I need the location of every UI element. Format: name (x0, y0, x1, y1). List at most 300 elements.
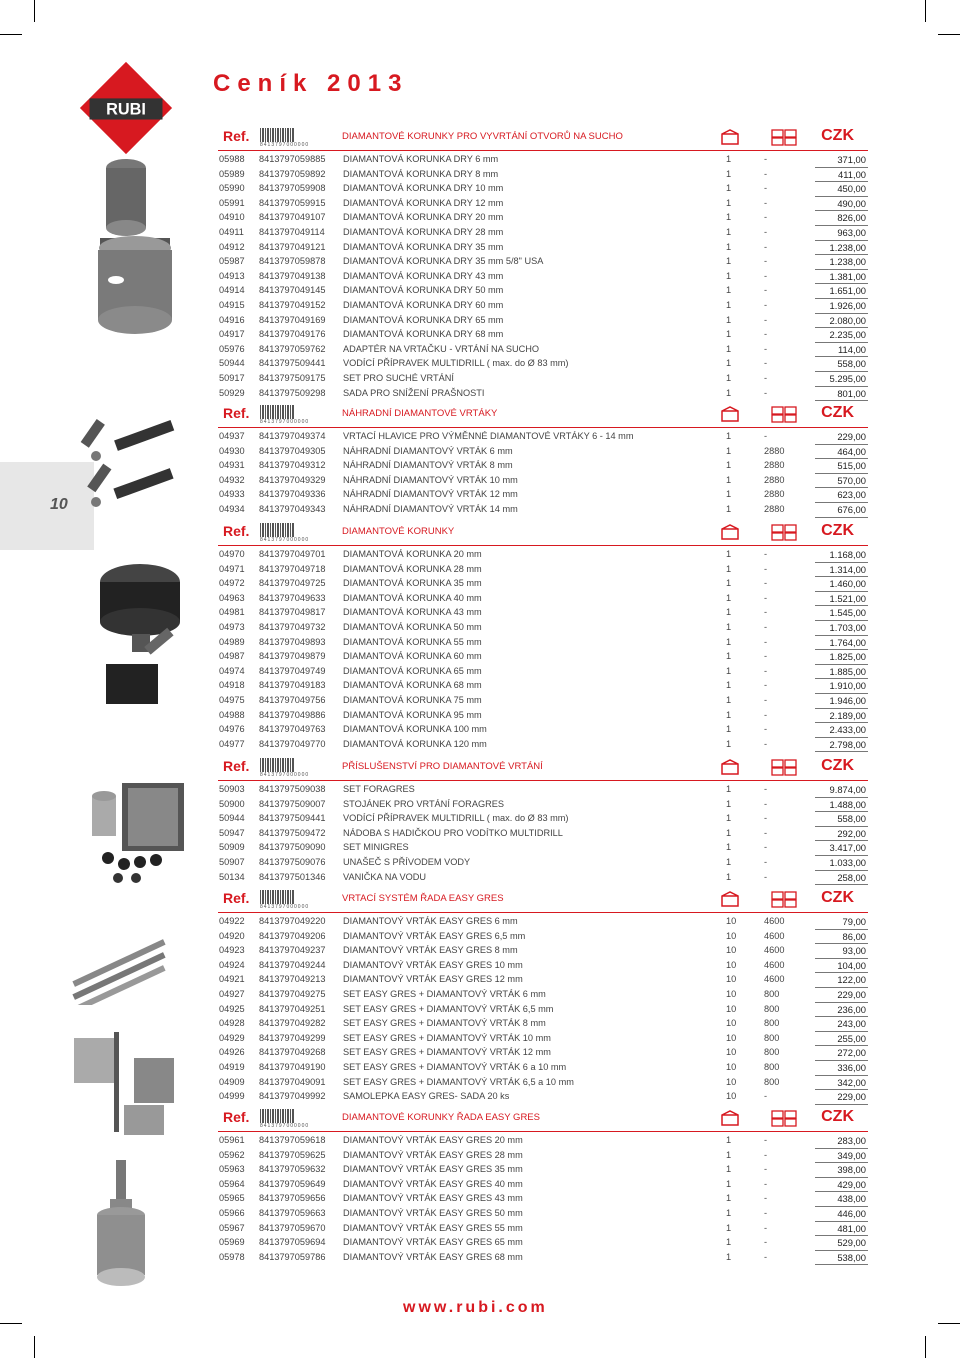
ean-code: 8413797049756 (259, 694, 326, 705)
pack-quantity: 10 (726, 1091, 737, 1102)
table-row (218, 445, 868, 460)
ean-code: 8413797509472 (259, 827, 326, 838)
price: 104,00 (837, 959, 866, 971)
pallet-quantity: - (764, 154, 768, 164)
table-row (218, 723, 868, 738)
pallet-boxes-icon (771, 523, 797, 541)
ref-code: 04970 (219, 549, 245, 559)
pack-quantity: 10 (726, 1076, 737, 1087)
ref-code: 05991 (219, 197, 245, 208)
table-row (218, 1236, 868, 1251)
barcode-number: 8413797000000 (260, 904, 310, 910)
ref-label: Ref. (223, 890, 250, 906)
price: 1.651,00 (829, 285, 866, 297)
pallet-quantity: - (764, 607, 768, 618)
price-underline (815, 1033, 868, 1047)
price: 411,00 (838, 168, 866, 180)
table-row (218, 798, 868, 813)
easy-gres-bits-illustration (64, 925, 184, 1005)
product-description: DIAMANTOVÝ VRTÁK EASY GRES 12 mm (343, 974, 523, 985)
pallet-quantity: - (764, 1251, 768, 1262)
section-header (218, 1107, 868, 1132)
currency-label: CZK (821, 1108, 854, 1125)
product-description: DIAMANTOVÁ KORUNKA 68 mm (343, 680, 482, 691)
price: 1.460,00 (829, 578, 866, 590)
pack-quantity: 1 (726, 549, 732, 559)
pallet-quantity: - (764, 183, 768, 194)
price: 2.189,00 (829, 709, 866, 721)
pack-quantity: 1 (726, 270, 732, 281)
pack-quantity: 1 (726, 798, 732, 809)
easy-gres-crown-illustration (82, 1155, 162, 1305)
table-row (218, 488, 868, 503)
crop-mark (34, 0, 35, 22)
price-underline (815, 1193, 868, 1207)
ean-code: 8413797509007 (259, 798, 326, 809)
product-description: NÁHRADNÍ DIAMANTOVÝ VRTÁK 10 mm (343, 474, 518, 485)
table-row (218, 827, 868, 842)
price: 79,00 (842, 916, 866, 927)
price-underline (815, 799, 868, 813)
price: 236,00 (837, 1003, 866, 1015)
product-description: DIAMANTOVÁ KORUNKA DRY 68 mm (343, 329, 504, 340)
price: 1.926,00 (829, 299, 866, 311)
table-row (218, 679, 868, 694)
price: 122,00 (837, 974, 866, 986)
pack-quantity: 10 (726, 1032, 737, 1043)
pack-quantity: 1 (726, 314, 732, 325)
pack-quantity: 10 (726, 959, 737, 970)
table-row (218, 197, 868, 212)
table-row (218, 168, 868, 183)
product-description: DIAMANTOVÁ KORUNKA DRY 43 mm (343, 270, 504, 281)
ref-code: 05989 (219, 168, 245, 179)
product-description: NÁDOBA S HADIČKOU PRO VODÍTKO MULTIDRILL (343, 827, 563, 838)
ean-code: 8413797059878 (259, 256, 326, 267)
price: 371,00 (837, 154, 866, 165)
ean-code: 8413797049336 (259, 489, 326, 500)
ean-code: 8413797509090 (259, 842, 326, 853)
ref-code: 04916 (219, 314, 245, 325)
ean-code: 8413797059632 (259, 1164, 326, 1175)
price-underline (815, 1077, 868, 1091)
product-description: SET EASY GRES + DIAMANTOVÝ VRTÁK 6,5 a 10 mm (343, 1076, 574, 1087)
pallet-quantity: - (764, 680, 768, 691)
price: 342,00 (837, 1076, 866, 1088)
ean-code: 8413797049114 (259, 226, 325, 237)
ref-code: 04923 (219, 945, 245, 956)
pack-quantity: 1 (726, 431, 732, 441)
ean-code: 8413797509038 (259, 784, 326, 794)
price-underline (815, 315, 868, 329)
table-row (218, 503, 868, 518)
product-description: DIAMANTOVÝ VRTÁK EASY GRES 6 mm (343, 916, 518, 926)
price-table (218, 548, 868, 752)
pallet-quantity: 4600 (764, 916, 785, 926)
currency-label: CZK (821, 127, 854, 144)
product-description: SET EASY GRES + DIAMANTOVÝ VRTÁK 8 mm (343, 1018, 546, 1029)
pack-quantity: 1 (726, 592, 732, 603)
product-description: VANIČKA NA VODU (343, 871, 427, 882)
price-underline (815, 549, 868, 563)
footer-url: www.rubi.com (403, 1299, 548, 1316)
ref-code: 05965 (219, 1193, 245, 1204)
price: 283,00 (837, 1135, 866, 1146)
ref-code: 50134 (219, 871, 245, 882)
price-underline (815, 1252, 868, 1266)
section-title: DIAMANTOVÉ KORUNKY PRO VYVRTÁNÍ OTVORŮ NA SUCHO (342, 131, 623, 142)
ref-label: Ref. (223, 758, 250, 774)
pallet-quantity: 4600 (764, 945, 785, 956)
pack-quantity: 1 (726, 1222, 732, 1233)
price: 398,00 (837, 1164, 866, 1176)
product-description: SET EASY GRES + DIAMANTOVÝ VRTÁK 6,5 mm (343, 1003, 554, 1014)
ean-code: 8413797049763 (259, 724, 326, 735)
pack-quantity: 1 (726, 680, 732, 691)
price-underline (815, 813, 868, 827)
price: 464,00 (837, 445, 866, 457)
section-header (218, 126, 868, 151)
pallet-quantity: - (764, 549, 768, 559)
price: 676,00 (837, 503, 866, 515)
pack-quantity: 10 (726, 974, 737, 985)
section-header (218, 521, 868, 546)
product-description: DIAMANTOVÁ KORUNKA 55 mm (343, 636, 482, 647)
price-underline (815, 916, 868, 930)
ref-code: 04989 (219, 636, 245, 647)
price-table (218, 153, 868, 401)
product-description: NÁHRADNÍ DIAMANTOVÝ VRTÁK 8 mm (343, 460, 513, 471)
product-description: DIAMANTOVÁ KORUNKA DRY 65 mm (343, 314, 504, 325)
price-underline (815, 198, 868, 212)
price: 1.703,00 (829, 621, 866, 633)
table-row (218, 856, 868, 871)
pallet-quantity: - (764, 299, 768, 310)
price-underline (815, 651, 868, 665)
table-row (218, 1061, 868, 1076)
ean-code: 8413797059908 (259, 183, 326, 194)
pack-quantity: 10 (726, 1003, 737, 1014)
ref-code: 04933 (219, 489, 245, 500)
pack-quantity: 1 (726, 694, 732, 705)
pack-quantity: 1 (726, 827, 732, 838)
price-table (218, 430, 868, 518)
pack-quantity: 10 (726, 988, 737, 999)
product-description: DIAMANTOVÝ VRTÁK EASY GRES 55 mm (343, 1222, 523, 1233)
price: 229,00 (837, 1091, 866, 1103)
ref-code: 04974 (219, 665, 245, 676)
price: 1.521,00 (829, 592, 866, 604)
pack-quantity: 1 (726, 813, 732, 824)
product-description: SET MINIGRES (343, 842, 409, 853)
ref-code: 04932 (219, 474, 245, 485)
ref-code: 04981 (219, 607, 245, 618)
table-row (218, 226, 868, 241)
product-description: NÁHRADNÍ DIAMANTOVÝ VRTÁK 6 mm (343, 445, 513, 456)
product-description: SET EASY GRES + DIAMANTOVÝ VRTÁK 10 mm (343, 1032, 551, 1043)
price-underline (815, 1223, 868, 1237)
pallet-boxes-icon (771, 1109, 797, 1127)
ean-code: 8413797049176 (259, 329, 326, 340)
table-row (218, 182, 868, 197)
price-underline (815, 242, 868, 256)
pack-quantity: 1 (726, 197, 732, 208)
price-underline (815, 1179, 868, 1193)
price-underline (815, 1062, 868, 1076)
table-row (218, 988, 868, 1003)
ref-code: 05990 (219, 183, 245, 194)
ean-code: 8413797059786 (259, 1251, 326, 1262)
price-underline (815, 666, 868, 680)
currency-label: CZK (821, 757, 854, 774)
ref-code: 04973 (219, 621, 245, 632)
price-table (218, 783, 868, 885)
price: 114,00 (838, 343, 866, 355)
ean-code: 8413797509298 (259, 387, 326, 398)
product-description: DIAMANTOVÁ KORUNKA DRY 28 mm (343, 226, 504, 237)
table-row (218, 812, 868, 827)
pack-quantity: 1 (726, 1193, 732, 1204)
table-row (218, 563, 868, 578)
price: 1.825,00 (829, 651, 866, 663)
table-row (218, 357, 868, 372)
pallet-quantity: 4600 (764, 930, 785, 941)
product-description: DIAMANTOVÁ KORUNKA DRY 60 mm (343, 299, 504, 310)
ean-code: 8413797049749 (259, 665, 326, 676)
pack-quantity: 1 (726, 241, 732, 252)
ean-code: 8413797059656 (259, 1193, 326, 1204)
pallet-boxes-icon (771, 405, 797, 423)
ref-code: 04927 (219, 988, 245, 999)
price: 1.885,00 (829, 665, 866, 677)
dry-core-bit-illustration (86, 150, 186, 340)
pallet-quantity: - (764, 1222, 768, 1233)
price-underline (815, 460, 868, 474)
page-number: 10 (50, 496, 68, 513)
crop-mark (925, 0, 926, 22)
ref-code: 05963 (219, 1164, 245, 1175)
product-description: DIAMANTOVÁ KORUNKA 65 mm (343, 665, 482, 676)
core-bit-illustration (92, 552, 192, 712)
pack-quantity: 10 (726, 916, 737, 926)
table-row (218, 1178, 868, 1193)
product-description: SAMOLEPKA EASY GRES- SADA 20 ks (343, 1091, 510, 1102)
ref-code: 50947 (219, 827, 245, 838)
ean-code: 8413797049343 (259, 503, 326, 514)
price: 1.488,00 (829, 798, 866, 810)
price: 558,00 (837, 358, 866, 370)
pack-quantity: 1 (726, 154, 732, 164)
price-underline (815, 183, 868, 197)
ean-code: 8413797049237 (259, 945, 326, 956)
price-underline (815, 344, 868, 358)
pack-quantity: 1 (726, 285, 732, 296)
package-box-icon (720, 405, 740, 423)
pallet-quantity: 2880 (764, 445, 785, 456)
section-dry-core-bits (218, 126, 868, 401)
price-underline (815, 475, 868, 489)
ean-code: 8413797049817 (259, 607, 326, 618)
product-description: SET FORAGRES (343, 784, 415, 794)
price-underline (815, 784, 868, 798)
table-row (218, 1222, 868, 1237)
pack-quantity: 1 (726, 372, 732, 383)
section-title: DIAMANTOVÉ KORUNKY ŘADA EASY GRES (342, 1112, 540, 1123)
ref-code: 04918 (219, 680, 245, 691)
ref-code: 05962 (219, 1149, 245, 1160)
price-underline (815, 154, 868, 168)
ref-code: 04920 (219, 930, 245, 941)
product-description: DIAMANTOVÁ KORUNKA 35 mm (343, 578, 482, 589)
price: 529,00 (837, 1237, 866, 1249)
table-row (218, 694, 868, 709)
pallet-quantity: 4600 (764, 974, 785, 985)
crop-mark (34, 1336, 35, 1358)
ean-code: 8413797059618 (259, 1135, 326, 1145)
price: 255,00 (837, 1032, 866, 1044)
pack-quantity: 1 (726, 724, 732, 735)
barcode-icon (260, 758, 294, 772)
table-row (218, 314, 868, 329)
barcode-number: 8413797000000 (260, 1123, 310, 1129)
pack-quantity: 1 (726, 784, 732, 794)
pallet-quantity: - (764, 842, 768, 853)
pack-quantity: 1 (726, 1237, 732, 1248)
table-row (218, 738, 868, 753)
price-underline (815, 695, 868, 709)
table-row (218, 709, 868, 724)
product-description: DIAMANTOVÁ KORUNKA 60 mm (343, 651, 482, 662)
product-description: DIAMANTOVÁ KORUNKA DRY 35 mm (343, 241, 504, 252)
product-description: SET PRO SUCHÉ VRTÁNÍ (343, 372, 454, 383)
table-row (218, 284, 868, 299)
pallet-quantity: - (764, 592, 768, 603)
pallet-boxes-icon (771, 128, 797, 146)
price-underline (815, 989, 868, 1003)
price-underline (815, 842, 868, 856)
crop-mark (0, 1323, 22, 1324)
logo-text: RUBI (106, 100, 146, 119)
price-underline (815, 212, 868, 226)
section-title: DIAMANTOVÉ KORUNKY (342, 526, 455, 537)
pallet-quantity: - (764, 798, 768, 809)
price: 538,00 (837, 1251, 866, 1263)
ref-code: 04926 (219, 1047, 245, 1058)
ean-code: 8413797049121 (259, 241, 326, 252)
ean-code: 8413797059625 (259, 1149, 326, 1160)
ref-code: 04925 (219, 1003, 245, 1014)
table-row (218, 930, 868, 945)
price: 429,00 (837, 1178, 866, 1190)
price: 2.433,00 (829, 724, 866, 736)
price: 5.295,00 (829, 372, 866, 384)
pack-quantity: 1 (726, 651, 732, 662)
price: 481,00 (837, 1222, 866, 1234)
table-row (218, 944, 868, 959)
package-box-icon (720, 758, 740, 776)
section-header (218, 888, 868, 913)
product-description: DIAMANTOVÁ KORUNKA 43 mm (343, 607, 482, 618)
ean-code: 8413797049886 (259, 709, 326, 720)
ean-code: 8413797049282 (259, 1018, 326, 1029)
table-row (218, 1149, 868, 1164)
ref-label: Ref. (223, 1109, 250, 1125)
price: 801,00 (837, 387, 866, 399)
barcode-icon (260, 128, 294, 142)
price-underline (815, 945, 868, 959)
price-underline (815, 300, 868, 314)
ean-code: 8413797049879 (259, 651, 326, 662)
pack-quantity: 10 (726, 1061, 737, 1072)
pallet-quantity: - (764, 1178, 768, 1189)
product-description: DIAMANTOVÁ KORUNKA DRY 20 mm (343, 212, 504, 223)
ref-code: 04976 (219, 724, 245, 735)
price: 623,00 (837, 489, 866, 501)
ean-code: 8413797049992 (259, 1091, 326, 1102)
pack-quantity: 1 (726, 183, 732, 194)
table-row (218, 1090, 868, 1105)
price: 1.946,00 (829, 694, 866, 706)
price: 558,00 (837, 813, 866, 825)
ref-code: 04975 (219, 694, 245, 705)
pack-quantity: 1 (726, 474, 732, 485)
ref-code: 04931 (219, 460, 245, 471)
barcode-icon (260, 890, 294, 904)
pack-quantity: 1 (726, 387, 732, 398)
product-description: DIAMANTOVÁ KORUNKA DRY 6 mm (343, 154, 499, 164)
pallet-quantity: - (764, 270, 768, 281)
pallet-quantity: - (764, 738, 768, 749)
product-description: DIAMANTOVÝ VRTÁK EASY GRES 8 mm (343, 945, 518, 956)
price-underline (815, 489, 868, 503)
pack-quantity: 1 (726, 445, 732, 456)
pallet-quantity: - (764, 1237, 768, 1248)
pallet-quantity: - (764, 1164, 768, 1175)
table-row (218, 841, 868, 856)
ean-code: 8413797049213 (259, 974, 326, 985)
pack-quantity: 1 (726, 621, 732, 632)
pack-quantity: 1 (726, 1149, 732, 1160)
ean-code: 8413797049732 (259, 621, 326, 632)
product-description: NÁHRADNÍ DIAMANTOVÝ VRTÁK 12 mm (343, 489, 518, 500)
price: 1.238,00 (829, 241, 866, 253)
pallet-quantity: - (764, 372, 768, 383)
price: 3.417,00 (829, 842, 866, 854)
ean-code: 8413797049091 (259, 1076, 326, 1087)
pallet-quantity: - (764, 827, 768, 838)
ean-code: 8413797501346 (259, 871, 326, 882)
table-row (218, 592, 868, 607)
ean-code: 8413797049299 (259, 1032, 326, 1043)
product-description: STOJÁNEK PRO VRTÁNÍ FORAGRES (343, 798, 504, 809)
ref-code: 50909 (219, 842, 245, 853)
product-description: DIAMANTOVÁ KORUNKA 40 mm (343, 592, 482, 603)
ean-code: 8413797049268 (259, 1047, 326, 1058)
ean-code: 8413797049145 (259, 285, 326, 296)
ean-code: 8413797059694 (259, 1237, 326, 1248)
pallet-quantity: 2880 (764, 503, 785, 514)
pallet-quantity: 800 (764, 1061, 780, 1072)
table-row (218, 299, 868, 314)
ref-code: 50917 (219, 372, 245, 383)
pallet-quantity: - (764, 871, 768, 882)
table-row (218, 871, 868, 886)
ref-code: 04987 (219, 651, 245, 662)
pallet-quantity: - (764, 343, 768, 354)
table-row (218, 636, 868, 651)
table-row (218, 1134, 868, 1149)
ref-code: 50900 (219, 798, 245, 809)
